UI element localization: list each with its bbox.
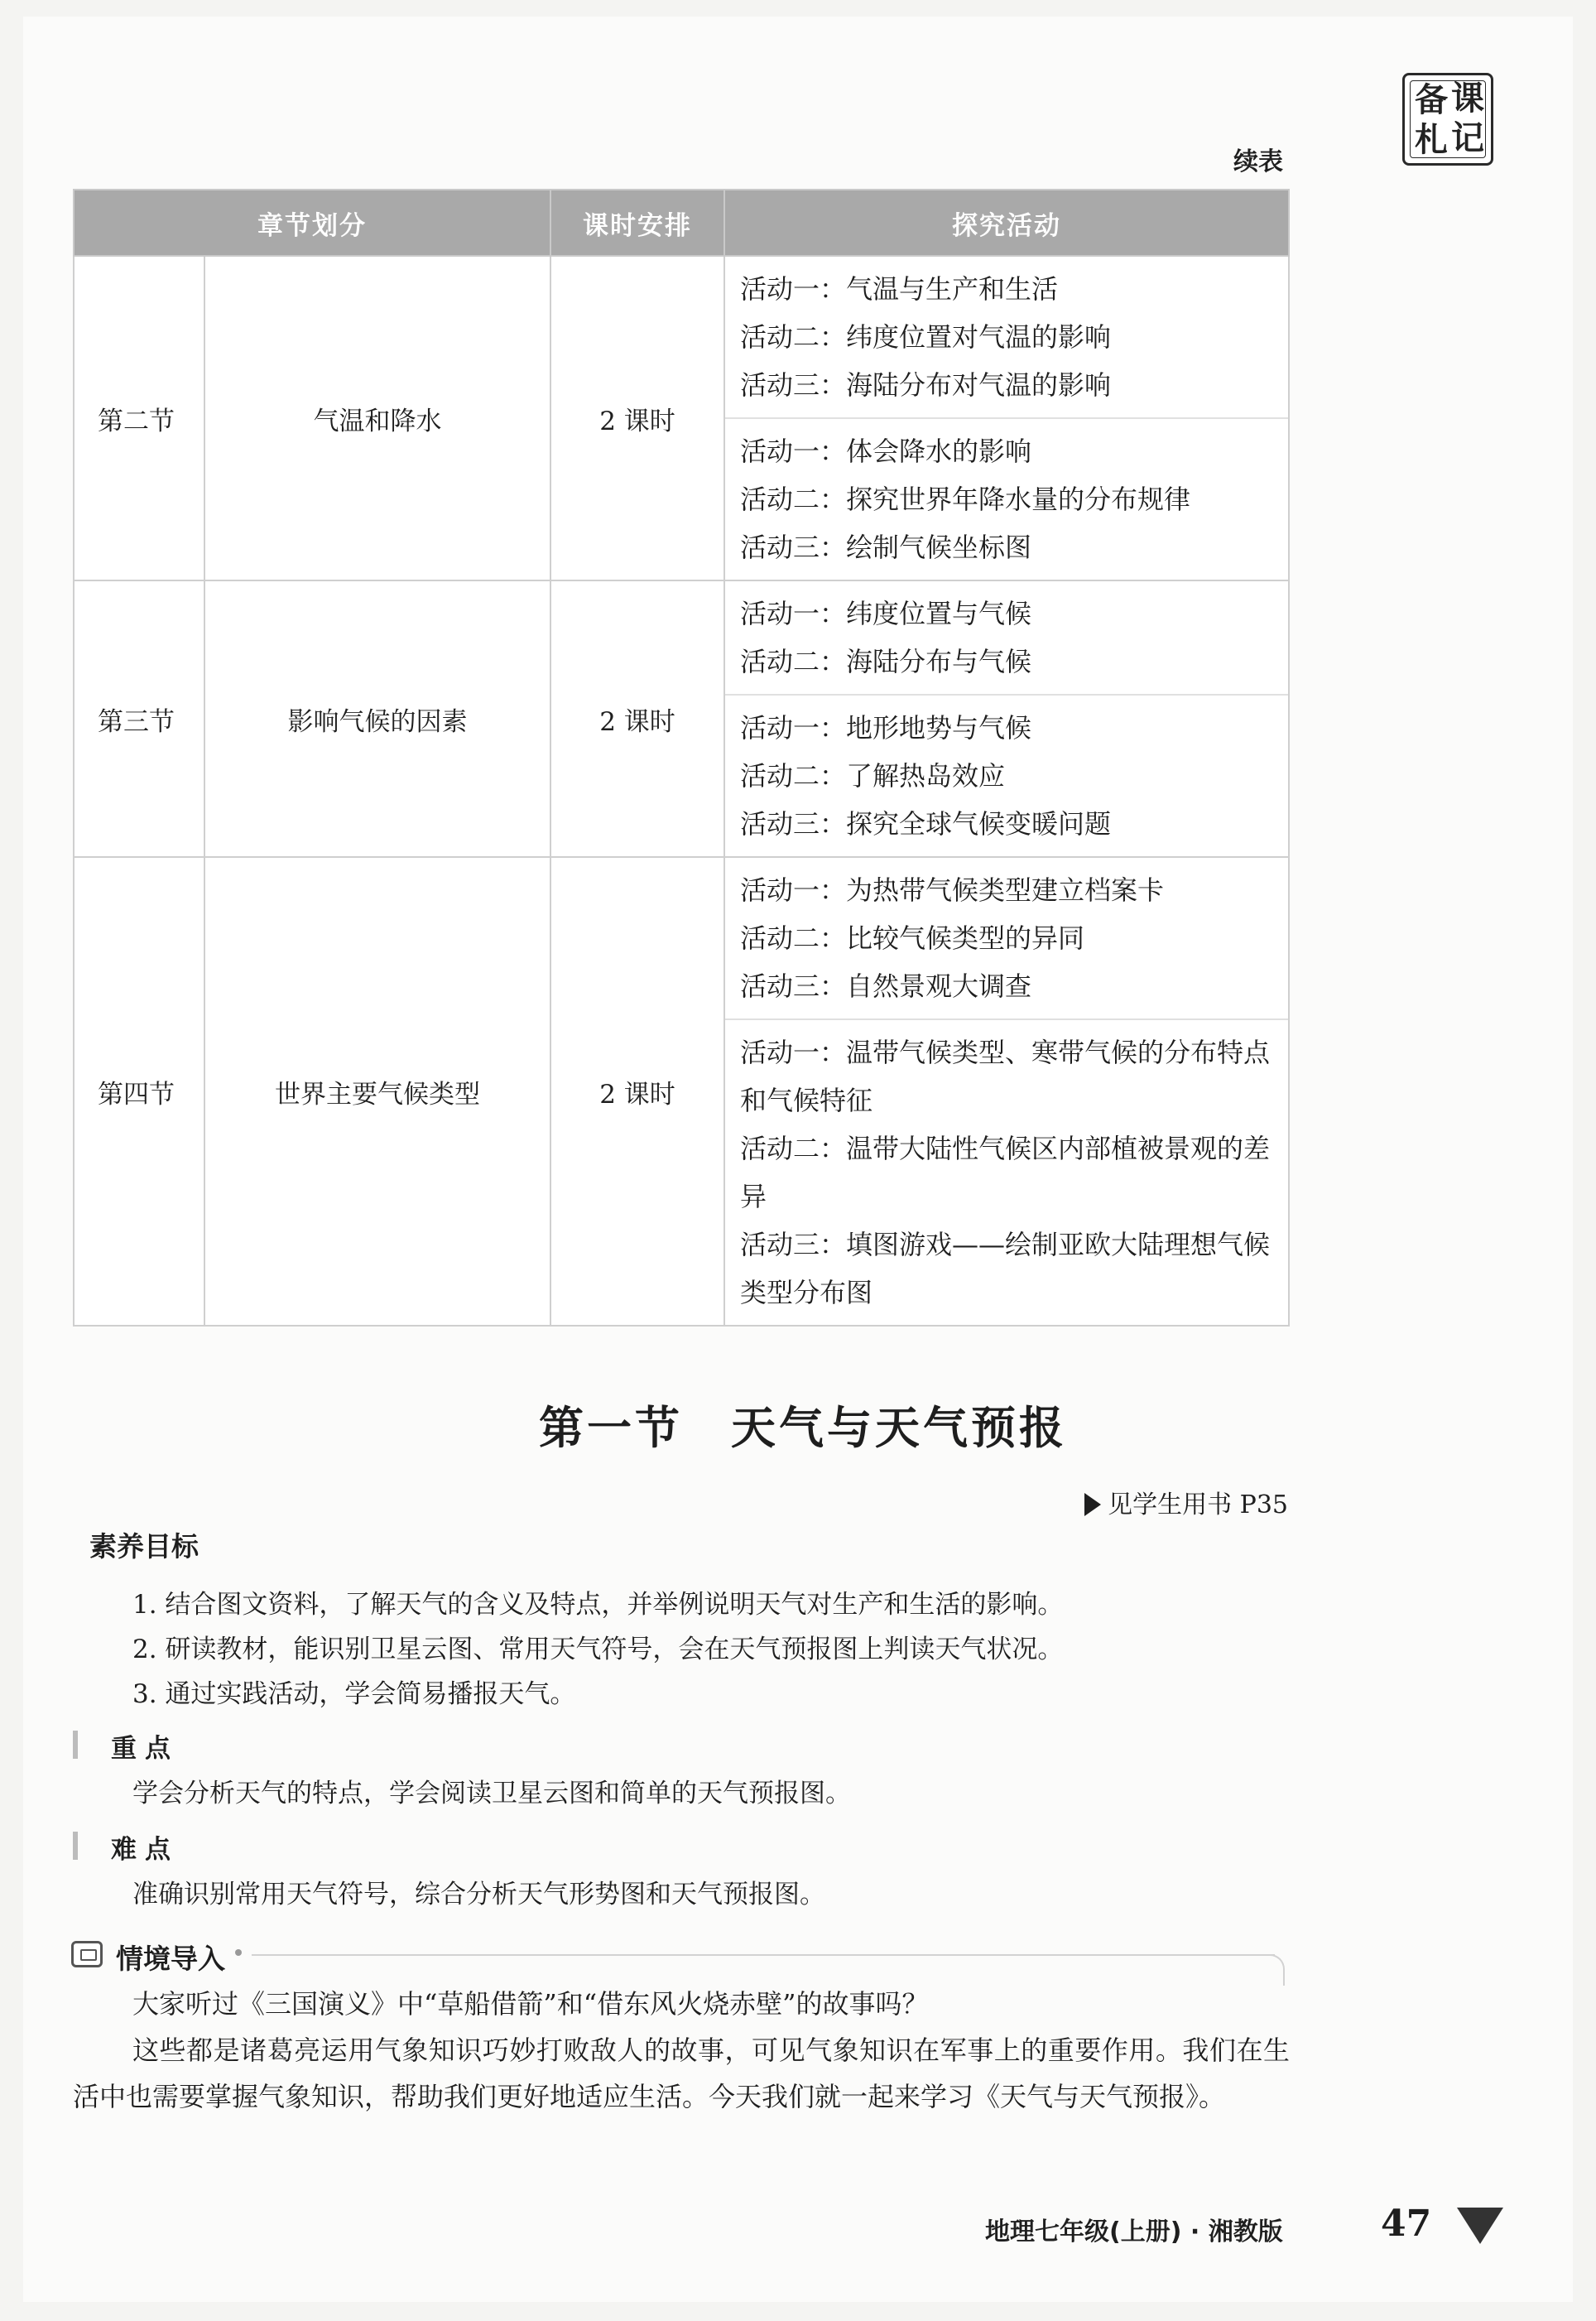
intro-paragraph: 这些都是诸葛亮运用气象知识巧妙打败敌人的故事，可见气象知识在军事上的重要作用。我们在生活中也需要掌握气象知识，帮助我们更好地适应生活。今天我们就一起来学习《天气与天气预报》。 (73, 2034, 1290, 2112)
activity-item: 活动三：自然景观大调查 (740, 970, 1032, 1002)
activities-cell (724, 857, 1289, 1326)
activity-group (725, 1020, 1288, 1325)
header-activities: 探究活动 (724, 190, 1289, 256)
badge-char: 记 (1451, 119, 1484, 157)
hours-cell: 2 课时 (550, 256, 724, 580)
activity-item: 活动三：海陆分布对气温的影响 (740, 369, 1112, 401)
intro-heading: 情境导入 (116, 1943, 225, 1975)
difficulty-text: 准确识别常用天气符号，综合分析天气形势图和天气预报图。 (132, 1880, 825, 1909)
key-point-text: 学会分析天气的特点，学会阅读卫星云图和简单的天气预报图。 (132, 1779, 851, 1808)
activity-item: 活动一：为热带气候类型建立档案卡 (740, 874, 1165, 906)
activity-item: 活动一：体会降水的影响 (740, 436, 1032, 467)
heading-dot (235, 1949, 242, 1956)
activity-item: 活动二：温带大陆性气候区内部植被景观的差异 (740, 1133, 1271, 1212)
section-title: 第一节 天气与天气预报 (539, 1402, 1067, 1454)
topic-cell: 世界主要气候类型 (204, 857, 550, 1326)
footer-book-title: 地理七年级(上册) · 湘教版 (985, 2217, 1283, 2246)
activity-item: 活动一：温带气候类型、寒带气候的分布特点和气候特征 (740, 1037, 1271, 1116)
activity-group (725, 581, 1288, 696)
activity-group (725, 858, 1288, 1020)
badge-char: 札 (1415, 121, 1448, 159)
table-header-row (74, 190, 1289, 256)
key-point-heading: 重点 (111, 1734, 179, 1764)
continued-label: 续表 (1233, 147, 1283, 176)
activity-item: 活动一：气温与生产和生活 (740, 273, 1059, 305)
activity-item: 活动三：绘制气候坐标图 (740, 532, 1032, 563)
goals-heading: 素养目标 (89, 1530, 199, 1563)
hours-cell: 2 课时 (550, 857, 724, 1326)
badge-char: 课 (1451, 79, 1484, 118)
goal-item: 2. 研读教材，能识别卫星云图、常用天气符号，会在天气预报图上判读天气状况。 (132, 1635, 1064, 1664)
activity-item: 活动二：海陆分布与气候 (740, 646, 1032, 677)
activity-item: 活动一：纬度位置与气候 (740, 598, 1032, 629)
section-cell: 第四节 (74, 857, 204, 1326)
activities-cell (724, 580, 1289, 857)
difficulty-heading: 难点 (111, 1835, 179, 1865)
table-row (74, 256, 1289, 580)
activity-group (725, 696, 1288, 856)
activity-item: 活动三：填图游戏——绘制亚欧大陆理想气候类型分布图 (740, 1229, 1271, 1308)
section-cell: 第三节 (74, 580, 204, 857)
activity-item: 活动二：比较气候类型的异同 (740, 922, 1085, 954)
goal-item: 3. 通过实践活动，学会简易播报天气。 (132, 1679, 576, 1709)
difficulty-marker (73, 1832, 78, 1860)
header-section: 章节划分 (74, 190, 550, 256)
badge-char: 备 (1415, 81, 1448, 119)
student-book-reference (1060, 1484, 1288, 1520)
chat-bubble-icon (71, 1941, 103, 1967)
intro-paragraph: 大家听过《三国演义》中“草船借箭”和“借东风火烧赤壁”的故事吗？ (132, 1988, 929, 2020)
topic-cell: 气温和降水 (204, 256, 550, 580)
activity-item: 活动三：探究全球气候变暖问题 (740, 808, 1112, 840)
goal-item: 1. 结合图文资料，了解天气的含义及特点，并举例说明天气对生产和生活的影响。 (132, 1590, 1064, 1620)
activity-group (725, 257, 1288, 419)
topic-cell: 影响气候的因素 (204, 580, 550, 857)
lesson-plan-table (73, 189, 1290, 1327)
table-row (74, 580, 1289, 857)
activity-item: 活动一：地形地势与气候 (740, 712, 1032, 744)
activity-group (725, 419, 1288, 580)
reference-text: 见学生用书 P35 (1108, 1490, 1288, 1519)
activity-item: 活动二：纬度位置对气温的影响 (740, 321, 1112, 353)
table-row (74, 857, 1289, 1326)
page-number: 47 (1381, 2203, 1432, 2245)
hours-cell: 2 课时 (550, 580, 724, 857)
header-hours: 课时安排 (550, 190, 724, 256)
key-point-marker (73, 1731, 78, 1759)
lesson-notes-badge (1402, 73, 1493, 166)
activity-item: 活动二：了解热岛效应 (740, 760, 1006, 792)
intro-divider (252, 1954, 1275, 1956)
section-cell: 第二节 (74, 256, 204, 580)
activity-item: 活动二：探究世界年降水量的分布规律 (740, 484, 1191, 515)
play-triangle-icon (1084, 1493, 1101, 1516)
corner-triangle-icon (1457, 2208, 1503, 2244)
activities-cell (724, 256, 1289, 580)
